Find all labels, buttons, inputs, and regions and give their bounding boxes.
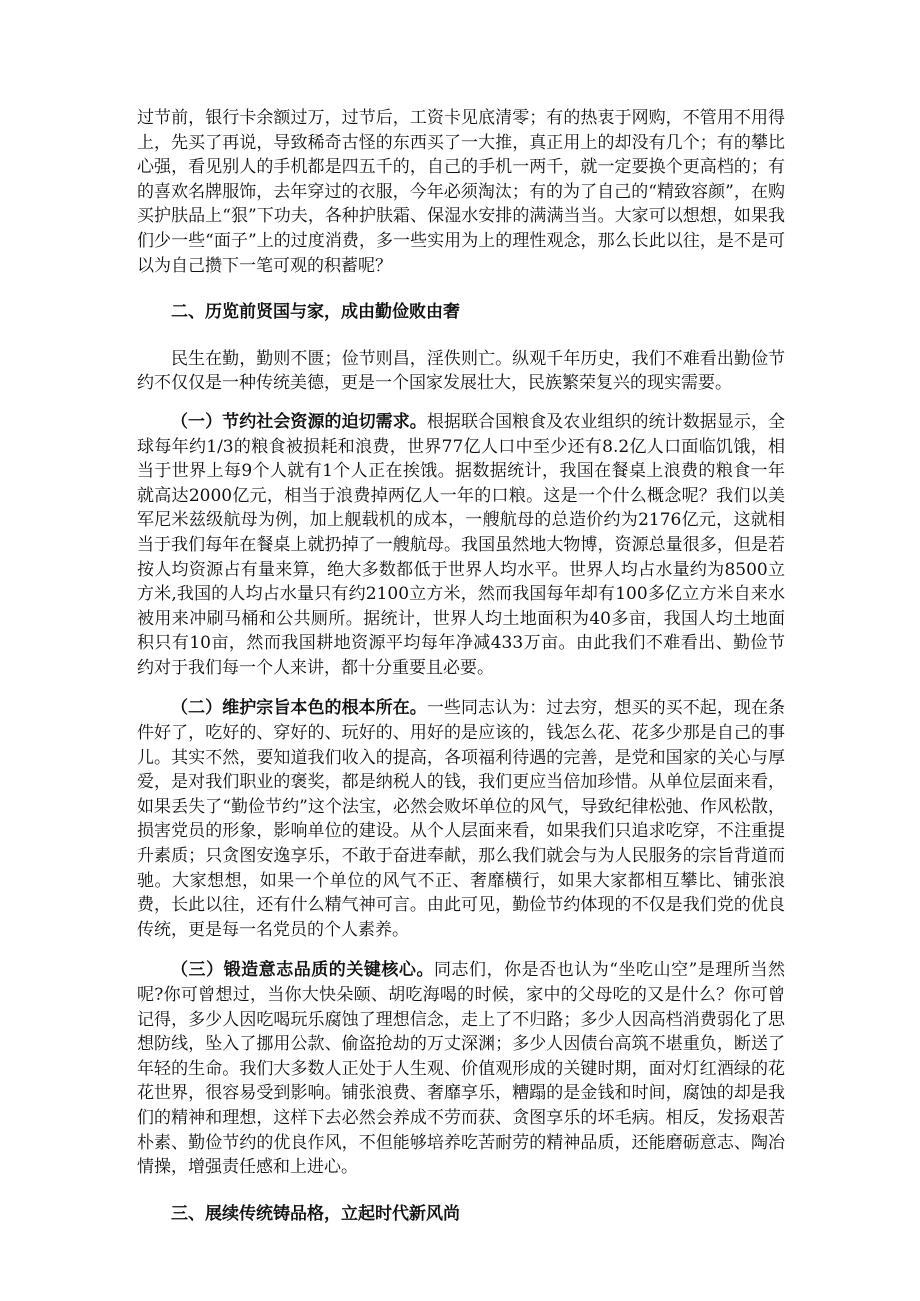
section-heading-2: 二、历览前贤国与家，成由勤俭败由奢: [171, 302, 460, 323]
paragraph-subsection-3: [137, 958, 785, 1179]
paragraph-consumption-examples: 过节前，银行卡余额过万，过节后，工资卡见底清零；有的热衷于网购，不管用不用得上，先买了再说，导致稀奇古怪的东西买了一大推，真正用上的却没有几个；有的攀比心强，看见别人的手机都是四五千的，自己的手机一两千，就一定要换个更高档的；有的喜欢名牌服饰，去年穿过的衣服，今年必须淘汰；有的为了自己的“精致容颜”，在购买护肤品上“狠”下功夫，各种护肤霜、保湿水安排的满满当当。大家可以想想，如果我们少一些“面子”上的过度消费，多一些实用为上的理性观念，那么长此以往，是不是可以为自己攒下一笔可观的积蓄呢？: [137, 108, 785, 276]
paragraph-intro-2: 民生在勤，勤则不匮；俭节则昌，淫佚则亡。纵观千年历史，我们不难看出勤俭节约不仅仅是一种传统美德，更是一个国家发展壮大，民族繁荣复兴的现实需要。: [137, 348, 785, 394]
section-heading-3: 三、展续传统铸品格，立起时代新风尚: [171, 1203, 460, 1224]
paragraph-subsection-1: [137, 410, 785, 681]
subsection-2-heading: （二）维护宗旨本色的根本所在。: [171, 698, 427, 719]
paragraph-subsection-2: [137, 696, 785, 942]
document-page: [137, 106, 785, 1226]
subsection-3-body: 同志们，你是否也认为“坐吃山空”是理所当然呢?你可曾想过，当你大快朵颐、胡吃海喝的时候，家中的父母吃的又是什么？你可曾记得，多少人因吃喝玩乐腐蚀了理想信念，走上了不归路；多少人因高档消费弱化了思想防线，坠入了挪用公款、偷盗抢劫的万丈深渊；多少人因债台高筑不堪重负，断送了年轻的生命。我们大多数人正处于人生观、价值观形成的关键时期，面对灯红酒绿的花花世界，很容易受到影响。铺张浪费、奢靡享乐，糟蹋的是金钱和时间，腐蚀的却是我们的精神和理想，这样下去必然会养成不劳而获、贪图享乐的坏毛病。相反，发扬艰苦朴素、勤俭节约的优良作风，不但能够培养吃苦耐劳的精神品质，还能磨砺意志、陶冶情操，增强责任感和上进心。: [137, 960, 785, 1178]
subsection-1-body: 根据联合国粮食及农业组织的统计数据显示，全球每年约1/3的粮食被损耗和浪费，世界77亿人口中至少还有8.2亿人口面临饥饿，相当于世界上每9个人就有1个人正在挨饿。据数据统计，我国在餐桌上浪费的粮食一年就高达2000亿元，相当于浪费掉两亿人一年的口粮。这是一个什么概念呢？我们以美军尼米兹级航母为例，加上舰载机的成本，一艘航母的总造价约为2176亿元，这就相当于我们每年在餐桌上就扔掉了一艘航母。我国虽然地大物博，资源总量很多，但是若按人均资源占有量来算，绝大多数都低于世界人均水平。世界人均占水量约为8500立方米,我国的人均占水量只有约2100立方米，然而我国每年却有100多亿立方米自来水被用来冲刷马桶和公共厕所。据统计，世界人均土地面积为40多亩，我国人均土地面积只有10亩，然而我国耕地资源平均每年净减433万亩。由此我们不难看出、勤俭节约对于我们每一个人来讲，都十分重要且必要。: [137, 411, 786, 678]
subsection-1-heading: （一）节约社会资源的迫切需求。: [171, 411, 427, 432]
subsection-2-body: 一些同志认为：过去穷，想买的买不起，现在条件好了，吃好的、穿好的、玩好的、用好的是应该的，钱怎么花、花多少那是自己的事儿。其实不然，要知道我们收入的提高，各项福利待遇的完善，是党和国家的关心与厚爱，是对我们职业的褒奖，都是纳税人的钱，我们更应当倍加珍惜。从单位层面来看，如果丢失了“勤俭节约”这个法宝，必然会败坏单位的风气，导致纪律松弛、作风松散，损害党员的形象，影响单位的建设。从个人层面来看，如果我们只追求吃穿，不注重提升素质；只贪图安逸享乐，不敢于奋进奉献，那么我们就会与为人民服务的宗旨背道而驰。大家想想，如果一个单位的风气不正、奢靡横行，如果大家都相互攀比、铺张浪费，长此以往，还有什么精气神可言。由此可见，勤俭节约体现的不仅是我们党的优良传统，更是每一名党员的个人素养。: [137, 698, 786, 940]
subsection-3-heading: （三）锻造意志品质的关键核心。: [171, 960, 434, 981]
